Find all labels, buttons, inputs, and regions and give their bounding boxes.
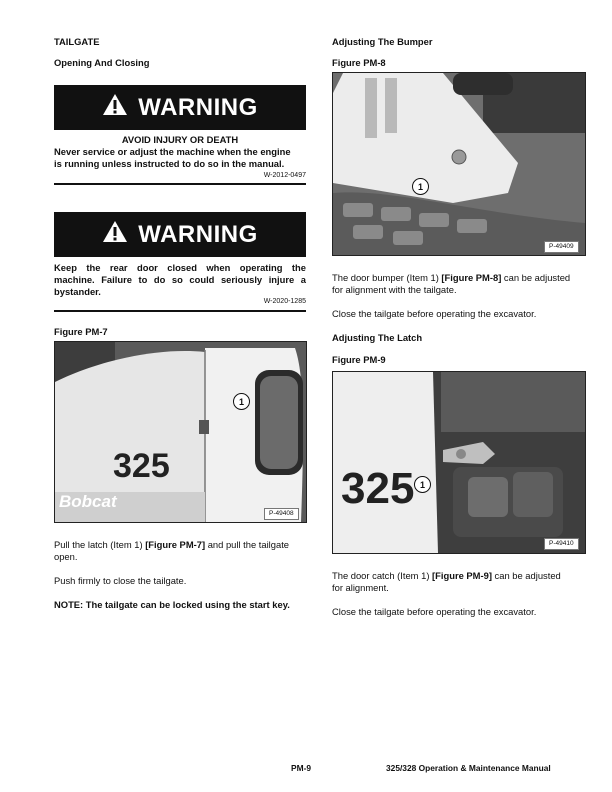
figure-pm7-brand-text: Bobcat [59,492,117,511]
figure-pm8-callout: 1 [412,178,429,195]
figure-pm8-code: P-49409 [544,241,579,253]
left-note: NOTE: The tailgate can be locked using the start key. [54,599,290,610]
left-para-1b: open. [54,551,78,562]
figure-pm7-code: P-49408 [264,508,299,520]
right-para-3b: for alignment. [332,582,389,593]
figure-pm8-photo [332,72,586,256]
warning-triangle-icon [102,93,128,123]
warning-2-line1: Keep the rear door closed when operating the [54,262,306,273]
footer-page-number: PM-9 [291,763,312,773]
subsection-title-opening: Opening And Closing [54,57,150,68]
warning-2-code: W-2020-1285 [263,298,306,305]
figure-pm9-callout: 1 [414,476,431,493]
right-para-1: The door bumper (Item 1) [Figure PM-8] can be adjusted [332,272,571,283]
section-title-tailgate: TAILGATE [54,36,100,47]
warning-2-rule [54,310,306,312]
figure-pm7-callout: 1 [233,393,250,410]
warning-1-headline: AVOID INJURY OR DEATH [121,134,239,145]
figure-pm9-model-text: 325 [341,464,415,513]
figure-pm9-code: P-49410 [544,538,579,550]
left-para-2: Push firmly to close the tailgate. [54,575,187,586]
warning-2-line3: bystander. [54,286,101,297]
figure-pm9-photo [332,371,586,554]
section-title-bumper: Adjusting The Bumper [332,36,433,47]
warning-banner-text: WARNING [138,220,258,248]
figure-pm9-title: Figure PM-9 [332,354,386,365]
warning-triangle-icon [102,220,128,250]
warning-1-line2: Never service or adjust the machine when the engine [54,146,291,157]
figure-pm7-model-text: 325 [113,447,170,485]
figure-pm8-title: Figure PM-8 [332,57,386,68]
warning-banner-text: WARNING [138,93,258,121]
left-para-1: Pull the latch (Item 1) [Figure PM-7] and pull the tailgate [54,539,290,550]
section-title-latch: Adjusting The Latch [332,332,423,343]
footer-manual-title: 325/328 Operation & Maintenance Manual [386,763,551,773]
right-para-2: Close the tailgate before operating the excavator. [332,308,537,319]
warning-1-code: W-2012-0497 [263,172,306,179]
warning-banner-1 [54,85,306,130]
warning-banner-2 [54,212,306,257]
right-para-1b: for alignment with the tailgate. [332,284,457,295]
figure-pm7-photo [54,341,307,523]
right-para-4: Close the tailgate before operating the excavator. [332,606,537,617]
figure-pm7-title: Figure PM-7 [54,326,108,337]
right-para-3: The door catch (Item 1) [Figure PM-9] can be adjusted [332,570,561,581]
warning-1-rule [54,183,306,185]
warning-2-line2: machine. Failure to do so could seriously injure a [54,274,306,285]
warning-1-line3: is running unless instructed to do so in the manual. [54,158,285,169]
